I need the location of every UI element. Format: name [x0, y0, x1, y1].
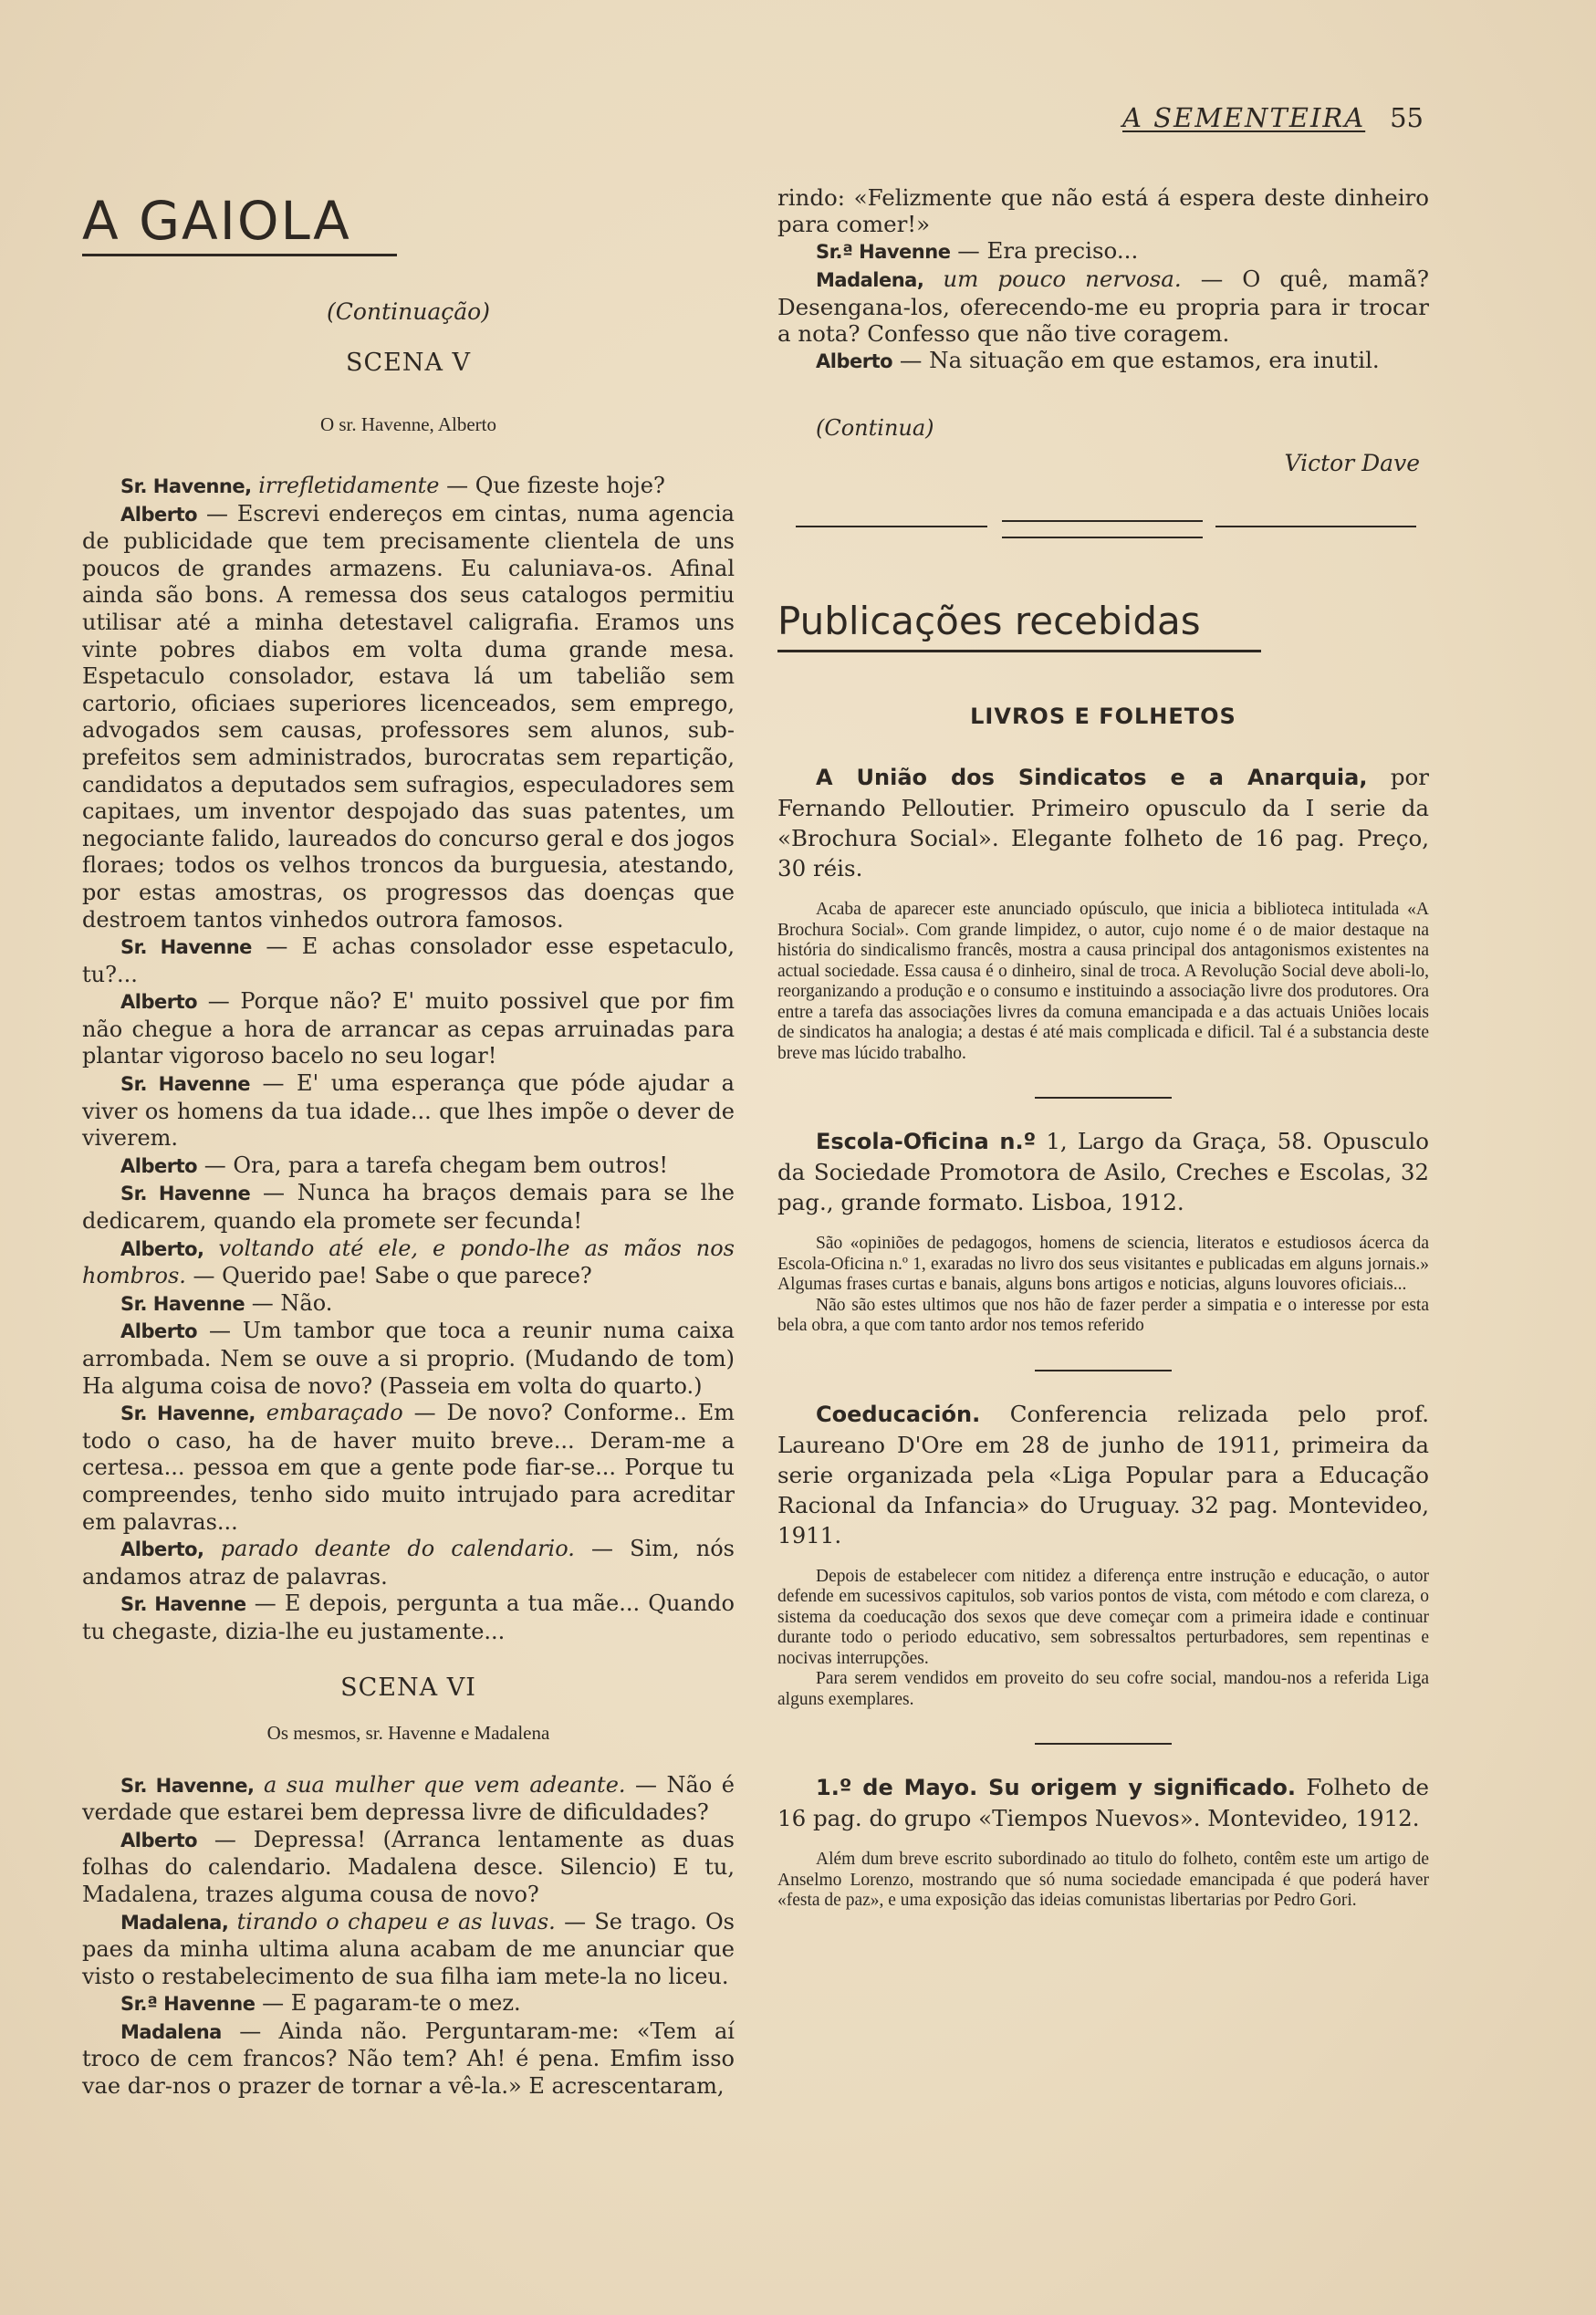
speaker-name: Madalena, — [120, 1911, 229, 1934]
speaker-name: Sr. Havenne, — [120, 1774, 255, 1797]
dialog-text: — O quê, mamã? Desengana-los, oferecendo-me eu propria para ir trocar a nota? Confesso que não tive coragem. — [777, 266, 1429, 347]
dialog-text: rindo: «Felizmente que não está á espera deste dinheiro para comer!» — [777, 184, 1429, 237]
dialog-text: — Querido pae! Sabe o que parece? — [185, 1263, 592, 1289]
dialog-line — [82, 501, 735, 934]
dialog-text: — Não. — [251, 1289, 333, 1316]
speaker-name: Alberto — [120, 1320, 198, 1343]
dialog-text: — E pagaram-te o mez. — [262, 1990, 521, 2017]
stage-direction: embaraçado — [266, 1400, 403, 1426]
stage-direction: parado deante do calendario. — [220, 1536, 575, 1562]
dialog-block — [82, 1772, 735, 2101]
article-title: A GAIOLA — [82, 190, 351, 252]
dialog-text: — E achas consolador esse espetaculo, tu?... — [82, 933, 735, 987]
dialog-text: — Um tambor que toca a reunir numa caixa arrombada. Nem se ouve a si proprio. (Mudando de tom) Ha alguma coisa de novo? (Passeia em volta do quarto.) — [82, 1318, 735, 1399]
speaker-name: Alberto — [120, 1829, 198, 1851]
publication-entry — [777, 1399, 1429, 1550]
dialog-line — [82, 1152, 735, 1181]
running-header — [1122, 102, 1424, 139]
dialog-line — [82, 1400, 735, 1536]
publication-details: 1, Largo da Graça, 58. Opusculo da Sociedade Promotora de Asilo, Creches e Escolas, 32 pag., grande formato. Lisboa, 1912. — [777, 1128, 1429, 1215]
divider-line — [1002, 520, 1203, 522]
dialog-text: — Ora, para a tarefa chegam bem outros! — [203, 1152, 669, 1178]
dialog-line — [82, 1236, 735, 1290]
section-subheading: LIVROS E FOLHETOS — [970, 704, 1236, 729]
dialog-line — [777, 266, 1429, 347]
title-underline — [82, 254, 397, 256]
dialog-text: — Porque não? E' muito possivel que por fim não chegue a hora de arrancar as cepas arruinadas para plantar vigoroso bacelo no seu logar! — [82, 988, 735, 1069]
dialog-text: — Escrevi endereços em cintas, numa agencia de publicidade que tem precisamente clientela de uns poucos de grandes armazens. Eu caluniava-os. Afinal ainda são bons. A remessa dos seus catalogos permitiu utilisar até a minha detestavel caligrafia. Eramos uns vinte pobres diabos em volta duma grande mesa. Espetaculo consolador, estava lá um tabelião sem cartorio, oficiaes superiores licenceados, sem emprego, advogados sem causas, professores sem alunos, sub-prefeitos sem administrados, burocratas sem repartição, candidatos a deputados sem sufragios, especuladores sem capitaes, um inventor despojado das suas patentes, um negociante falido, laureados do concurso geral e dos jogos floraes; todos os velhos troncos da burguesia, atestando, por estas amostras, os progressos das doenças que destroem tantos vinhedos outrora famosos. — [82, 500, 735, 933]
speaker-name: Sr. Havenne — [120, 936, 252, 959]
stage-direction: a sua mulher que vem adeante. — [263, 1771, 626, 1798]
divider-line — [1215, 526, 1416, 527]
speaker-name: Sr.ª Havenne — [120, 1993, 256, 2016]
left-column — [82, 173, 735, 2101]
dialog-line — [82, 1772, 735, 1827]
speaker-name: Alberto, — [120, 1538, 204, 1561]
speaker-name: Sr.ª Havenne — [816, 241, 951, 263]
divider-line — [1002, 537, 1203, 538]
dialog-text: — Nunca ha braços demais para se lhe dedicarem, quando ela promete ser fecunda! — [82, 1180, 735, 1235]
speaker-name: Alberto — [120, 503, 198, 526]
publication-details: por Fernando Pelloutier. Primeiro opusculo da I serie da «Brochura Social». Elegante folheto de 16 pag. Preço, 30 réis. — [777, 764, 1429, 881]
speaker-name: Sr. Havenne — [120, 1183, 251, 1205]
dialog-line — [82, 933, 735, 988]
dialog-line — [82, 1909, 735, 1991]
publication-name: 1.º de Mayo. Su origem y significado. — [816, 1775, 1296, 1800]
publication-name: Coeducación. — [816, 1401, 981, 1427]
dialog-line — [82, 1290, 735, 1319]
page-number: 55 — [1390, 102, 1424, 133]
entry-separator — [1035, 1097, 1172, 1099]
dialog-line — [777, 184, 1429, 237]
scene-heading: SCENA VI — [340, 1673, 476, 1702]
speaker-name: Sr. Havenne — [120, 1073, 250, 1096]
dialog-text: — Ainda não. Perguntaram-me: «Tem aí troco de cem francos? Não tem? Ah! é pena. Emfim isso vae dar-nos o prazer de tornar a vê-la.» E acrescentaram, — [82, 2018, 735, 2100]
publication-review: Depois de estabelecer com nitidez a diferença entre instrução e educação, o autor defende em sucessivos capitulos, sob varios pontos de vista, com método e com clareza, o sistema da coeducação dos sexos que deve começar com a primeira idade e continuar durante todo o periodo educativo, sem sobressaltos perturbadores, sem repentinas e nocivas interrupções. — [777, 1566, 1429, 1668]
dialog-text: — Não é verdade que estarei bem depressa livre de dificuldades? — [82, 1771, 735, 1826]
publication-entry — [777, 1772, 1429, 1833]
scene-persons: Os mesmos, sr. Havenne e Madalena — [266, 1721, 550, 1744]
dialog-text: — E' uma esperança que póde ajudar a viver os homens da tua idade... que lhes impõe o dever de viverem. — [82, 1070, 735, 1152]
author-signature: Victor Dave — [1284, 450, 1420, 476]
section-title: Publicações recebidas — [777, 599, 1201, 643]
publication-list — [777, 762, 1429, 1912]
dialog-block — [777, 184, 1429, 375]
dialog-line — [82, 1827, 735, 1909]
dialog-line — [82, 1590, 735, 1645]
speaker-name: Madalena, — [816, 269, 924, 291]
dialog-text: — Depressa! (Arranca lentamente as duas folhas do calendario. Madalena desce. Silencio) E tu, Madalena, trazes alguma cousa de novo? — [82, 1826, 735, 1907]
speaker-name: Madalena — [120, 2020, 222, 2043]
dialog-line — [82, 988, 735, 1070]
publication-review: Não são estes ultimos que nos hão de fazer perder a simpatia e o interesse por esta bela obra, a que com tanto ardor nos temos referido — [777, 1295, 1429, 1335]
speaker-name: Alberto — [120, 991, 198, 1014]
publication-review: Além dum breve escrito subordinado ao titulo do folheto, contêm este um artigo de Anselmo Lorenzo, mostrando que só numa sociedade emancipada é que poderá haver «festa de paz», e uma exposição das ideias comunistas libertarias por Pedro Gori. — [777, 1850, 1429, 1910]
dialog-line — [82, 1070, 735, 1152]
section-title-underline — [777, 650, 1261, 652]
dialog-line — [82, 1180, 735, 1235]
speaker-name: Sr. Havenne, — [120, 1403, 256, 1425]
dialog-text: — Na situação em que estamos, era inutil. — [899, 347, 1380, 373]
entry-separator — [1035, 1370, 1172, 1371]
speaker-name: Alberto, — [120, 1237, 204, 1260]
section-divider — [777, 526, 1429, 562]
entry-separator — [1035, 1743, 1172, 1745]
publication-review: Para serem vendidos em proveito do seu cofre social, mandou-nos a referida Liga alguns exemplares. — [777, 1669, 1429, 1709]
publication-name: A União dos Sindicatos e a Anarquia, — [816, 765, 1368, 790]
dialog-line — [777, 347, 1429, 375]
dialog-line — [82, 1990, 735, 2018]
dialog-text: — Se trago. Os paes da minha ultima aluna acabam de me anunciar que visto o restabelecimento de sua filha iam mete-la no liceu. — [82, 1908, 735, 1989]
publication-review: Acaba de aparecer este anunciado opúsculo, que inicia a biblioteca intitulada «A Brochura Social». Com grande limpidez, o autor, cujo nome é o de maior destaque na história do sindicalismo francês, mostra a causa principal dos antagonismos existentes na actual sociedade. Essa causa é o dinheiro, sinal de troca. A Revolução Social deve aboli-lo, reorganizando a produção e o consumo e instituindo a associação livre dos produtores. Ora entre a tarefa das associações livres da comuna emancipada e a das actuais Uniões locais de sindicatos ha analogia; a destas é até mais complicada e dificil. Tal é a substancia deste breve mas lúcido trabalho. — [777, 900, 1429, 1063]
publication-name: Escola-Oficina n.º — [816, 1129, 1037, 1154]
dialog-block — [82, 473, 735, 1646]
dialog-line — [82, 1536, 735, 1590]
dialog-text: — Sim, nós andamos atraz de palavras. — [82, 1536, 735, 1590]
dialog-text: — Que fizeste hoje? — [439, 473, 665, 498]
divider-line — [796, 526, 987, 527]
publication-entry — [777, 1126, 1429, 1217]
dialog-line — [82, 1318, 735, 1400]
continues-note: (Continua) — [816, 415, 934, 441]
publication-entry — [777, 762, 1429, 883]
dialog-text: — Era preciso... — [957, 237, 1139, 264]
scene-persons: O sr. Havenne, Alberto — [319, 413, 497, 435]
stage-direction: tirando o chapeu e as luvas. — [236, 1908, 556, 1934]
stage-direction: um pouco nervosa. — [943, 266, 1182, 292]
scene-heading: SCENA V — [345, 349, 472, 377]
dialog-line — [777, 237, 1429, 266]
continuation-note: (Continuação) — [327, 298, 490, 325]
right-column — [777, 173, 1429, 1912]
speaker-name: Sr. Havenne — [120, 1292, 245, 1315]
publication-details: Folheto de 16 pag. do grupo «Tiempos Nuevos». Montevideo, 1912. — [777, 1774, 1429, 1831]
dialog-text: — E depois, pergunta a tua mãe... Quando tu chegaste, dizia-lhe eu justamente... — [82, 1590, 735, 1644]
stage-direction: irrefletidamente — [258, 473, 440, 498]
speaker-name: Alberto — [120, 1154, 198, 1177]
journal-title: A SEMENTEIRA — [1122, 102, 1366, 133]
dialog-line — [82, 2018, 735, 2101]
publication-review: São «opiniões de pedagogos, homens de sciencia, literatos e estudiosos ácerca da Escola-Oficina n.º 1, exaradas no livro dos seus visitantes e publicadas em alguns jornais.» Algumas frases curtas e banais, alguns bons artigos e noticias, alguns louvores oficiais... — [777, 1234, 1429, 1294]
dialog-line — [82, 473, 735, 501]
speaker-name: Sr. Havenne, — [120, 475, 252, 497]
publication-details: Conferencia relizada pelo prof. Laureano D'Ore em 28 de junho de 1911, primeira da serie organizada pela «Liga Popular para a Educação Racional da Infancia» do Uruguay. 32 pag. Montevideo, 1911. — [777, 1400, 1429, 1549]
stage-direction: voltando até ele, e pondo-lhe as mãos nos hombros. — [82, 1235, 735, 1289]
speaker-name: Sr. Havenne — [120, 1593, 246, 1616]
dialog-text: — De novo? Conforme.. Em todo o caso, ha de haver muito breve... Deram-me a certesa... pessoa em que a gente pode fiar-se... Porque tu compreendes, tenho sido muito intrujado para acreditar em palavras... — [82, 1400, 735, 1535]
speaker-name: Alberto — [816, 350, 893, 372]
